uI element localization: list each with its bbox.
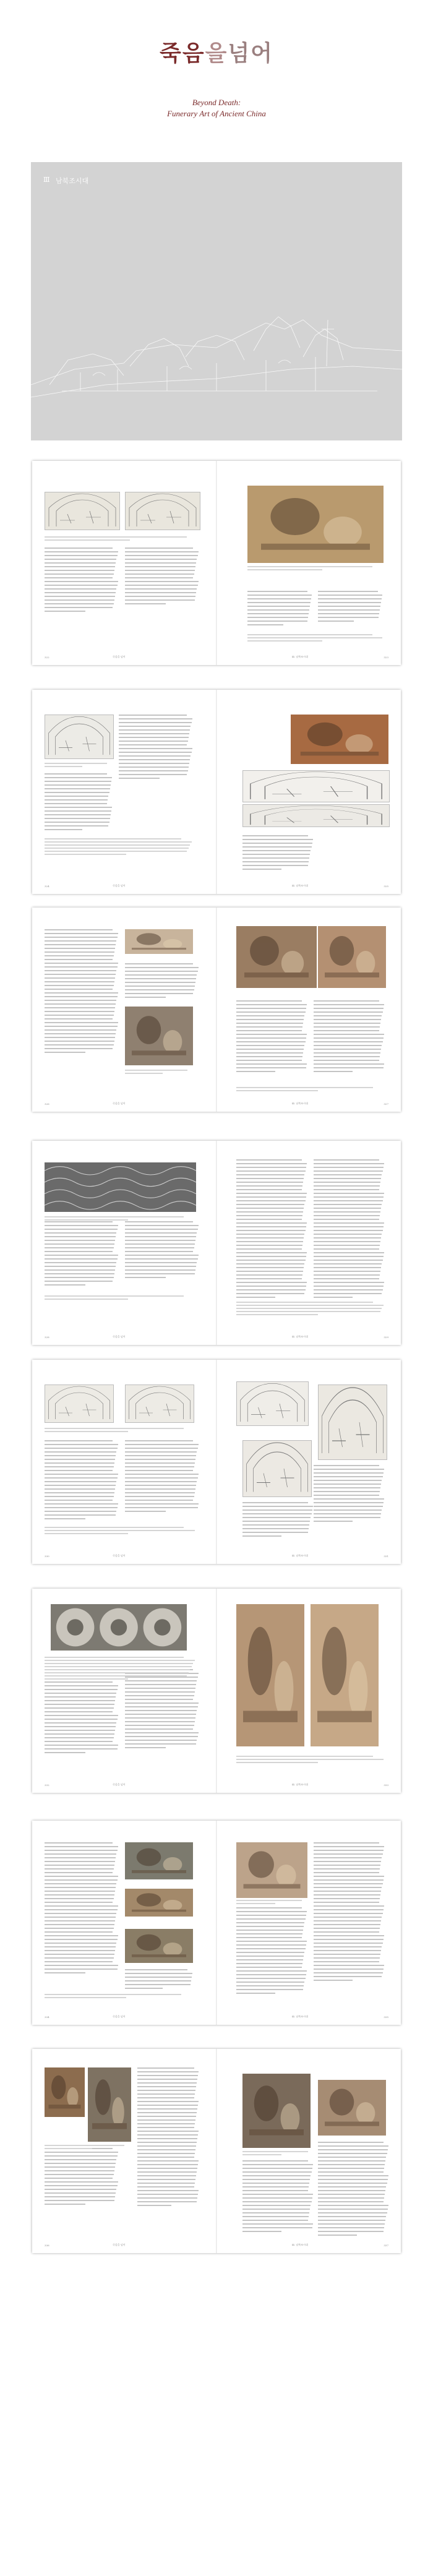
- left-running-head: 죽음을 넘어: [113, 1554, 126, 1557]
- body-text: [125, 963, 199, 1000]
- body-text: [125, 1969, 193, 1991]
- figure-caption: [236, 1900, 307, 1906]
- figure-caption: [236, 1087, 385, 1093]
- book-subtitle-line1: Beyond Death:: [192, 98, 241, 107]
- body-text: [45, 2148, 119, 2207]
- figure-caption: [45, 1295, 196, 1302]
- right-page-number: 329: [384, 1336, 388, 1339]
- left-running-head: 죽음을 넘어: [113, 1335, 126, 1338]
- body-text: [45, 547, 119, 614]
- toc-item: [288, 219, 393, 228]
- figure-image: [291, 715, 388, 764]
- right-page-number: 335: [384, 2016, 388, 2019]
- right-page-number: 337: [384, 2244, 388, 2247]
- right-running-head: Ⅲ. 남북조시대: [292, 1554, 308, 1557]
- left-page-number: 330: [45, 1555, 49, 1558]
- body-text: [45, 1440, 119, 1522]
- figure-image: [125, 1889, 193, 1917]
- figure-image: [242, 804, 390, 827]
- figure-image: [45, 1162, 196, 1212]
- right-running-head: Ⅲ. 남북조시대: [292, 1783, 308, 1786]
- chapter-opener: [31, 162, 402, 440]
- body-text: [45, 773, 113, 833]
- figure-caption: [45, 1994, 193, 2000]
- gutter: [216, 908, 217, 1112]
- book-spread: [32, 1360, 401, 1564]
- left-page-number: 326: [45, 1102, 49, 1106]
- right-page-number: 323: [384, 656, 388, 659]
- book-spread: [32, 1589, 401, 1793]
- book-title-part2: 을: [205, 40, 228, 66]
- book-spread: [32, 1821, 401, 2025]
- figure-caption: [45, 2145, 131, 2151]
- figure-caption: [125, 1070, 193, 1076]
- toc-item: [288, 184, 393, 193]
- figure-caption: [45, 1428, 196, 1434]
- chapter-toc: [288, 176, 393, 228]
- figure-image: [125, 1385, 194, 1423]
- body-text: [125, 1221, 199, 1281]
- toc-item: [288, 210, 393, 219]
- right-page-number: 325: [384, 885, 388, 888]
- figure-image: [242, 770, 390, 802]
- figure-caption: [247, 566, 384, 572]
- figure-image: [311, 1604, 379, 1746]
- figure-image: [125, 1842, 193, 1879]
- left-page-number: 334: [45, 2016, 49, 2019]
- body-text: [45, 1842, 119, 1976]
- figure-caption: [236, 1302, 385, 1317]
- body-text: [236, 1159, 307, 1300]
- figure-caption: [45, 536, 199, 543]
- right-running-head: Ⅲ. 남북조시대: [292, 2243, 308, 2246]
- figure-image: [318, 1385, 387, 1460]
- figure-image: [51, 1604, 187, 1651]
- left-page-number: 324: [45, 885, 49, 888]
- body-text: [125, 1440, 199, 1514]
- figure-caption: [242, 2151, 314, 2157]
- left-running-head: 죽음을 넘어: [113, 1783, 126, 1786]
- right-running-head: Ⅲ. 남북조시대: [292, 1102, 308, 1105]
- left-page-number: 322: [45, 656, 49, 659]
- figure-image: [45, 2067, 85, 2117]
- figure-image: [236, 926, 317, 988]
- toc-item: [288, 193, 393, 202]
- gutter: [216, 1821, 217, 2025]
- body-text: [242, 1502, 314, 1539]
- figure-caption: [45, 1657, 196, 1681]
- body-text: [236, 1000, 307, 1075]
- right-page-number: 331: [384, 1555, 388, 1558]
- body-text: [242, 835, 314, 872]
- figure-image: [318, 2080, 386, 2136]
- figure-caption: [236, 1756, 385, 1765]
- figure-caption: [45, 1216, 196, 1222]
- body-text: [137, 2067, 199, 2209]
- figure-image: [125, 1929, 193, 1963]
- figure-image: [45, 492, 120, 530]
- left-running-head: 죽음을 넘어: [113, 655, 126, 658]
- figure-image: [125, 929, 193, 954]
- figure-image: [236, 1604, 304, 1746]
- body-text: [236, 1907, 307, 1996]
- left-running-head: 죽음을 넘어: [113, 1102, 126, 1105]
- body-text: [119, 715, 193, 781]
- body-text: [318, 2142, 389, 2238]
- book-title: [0, 36, 433, 67]
- chapter-name: 남북조시대: [56, 177, 89, 185]
- gutter: [216, 461, 217, 665]
- gutter: [216, 1589, 217, 1793]
- body-text: [242, 2160, 314, 2235]
- chapter-number: Ⅲ: [43, 176, 50, 184]
- figure-image: [88, 2067, 131, 2142]
- right-page-number: 333: [384, 1784, 388, 1787]
- book-title-part3: 넘어: [228, 40, 273, 66]
- figure-image: [125, 492, 200, 530]
- book-title-part1: 죽음: [160, 40, 205, 66]
- left-page-number: 336: [45, 2244, 49, 2247]
- right-page-number: 327: [384, 1102, 388, 1106]
- toc-item: [288, 176, 393, 184]
- right-running-head: Ⅲ. 남북조시대: [292, 2015, 308, 2018]
- book-subtitle-line2: Funerary Art of Ancient China: [167, 109, 266, 118]
- figure-image: [125, 1007, 193, 1065]
- right-running-head: Ⅲ. 남북조시대: [292, 1335, 308, 1338]
- figure-caption: [45, 763, 113, 769]
- body-text: [45, 1681, 119, 1756]
- body-text: [45, 929, 119, 1055]
- figure-caption: [247, 634, 384, 643]
- figure-image: [318, 926, 386, 988]
- tomb-outline-drawing: [31, 243, 402, 416]
- book-spread: [32, 908, 401, 1112]
- body-text: [45, 1221, 119, 1288]
- book-spread: [32, 1141, 401, 1345]
- gutter: [216, 1360, 217, 1564]
- figure-caption: [45, 838, 193, 857]
- body-text: [314, 1159, 385, 1300]
- body-text: [318, 591, 383, 624]
- book-spread: [32, 461, 401, 665]
- figure-image: [242, 1440, 312, 1497]
- body-text: [247, 591, 312, 628]
- gutter: [216, 1141, 217, 1345]
- gutter: [216, 690, 217, 894]
- figure-caption: [45, 1527, 196, 1536]
- figure-image: [242, 2074, 311, 2148]
- body-text: [314, 1000, 385, 1075]
- book-spread: [32, 690, 401, 894]
- figure-image: [247, 486, 384, 563]
- left-running-head: 죽음을 넘어: [113, 2243, 126, 2246]
- body-text: [314, 1842, 385, 1983]
- figure-image: [45, 715, 114, 759]
- book-spread: [32, 2049, 401, 2253]
- left-running-head: 죽음을 넘어: [113, 2015, 126, 2018]
- body-text: [125, 547, 199, 607]
- toc-item: [288, 202, 393, 210]
- figure-image: [45, 1385, 114, 1423]
- body-text: [314, 1465, 385, 1524]
- right-running-head: Ⅲ. 남북조시대: [292, 655, 308, 658]
- left-running-head: 죽음을 넘어: [113, 884, 126, 887]
- right-running-head: Ⅲ. 남북조시대: [292, 884, 308, 887]
- figure-image: [236, 1842, 307, 1898]
- left-page-number: 332: [45, 1784, 49, 1787]
- book-title-block: [0, 0, 433, 161]
- gutter: [216, 2049, 217, 2253]
- left-page-number: 328: [45, 1336, 49, 1339]
- figure-image: [236, 1381, 309, 1426]
